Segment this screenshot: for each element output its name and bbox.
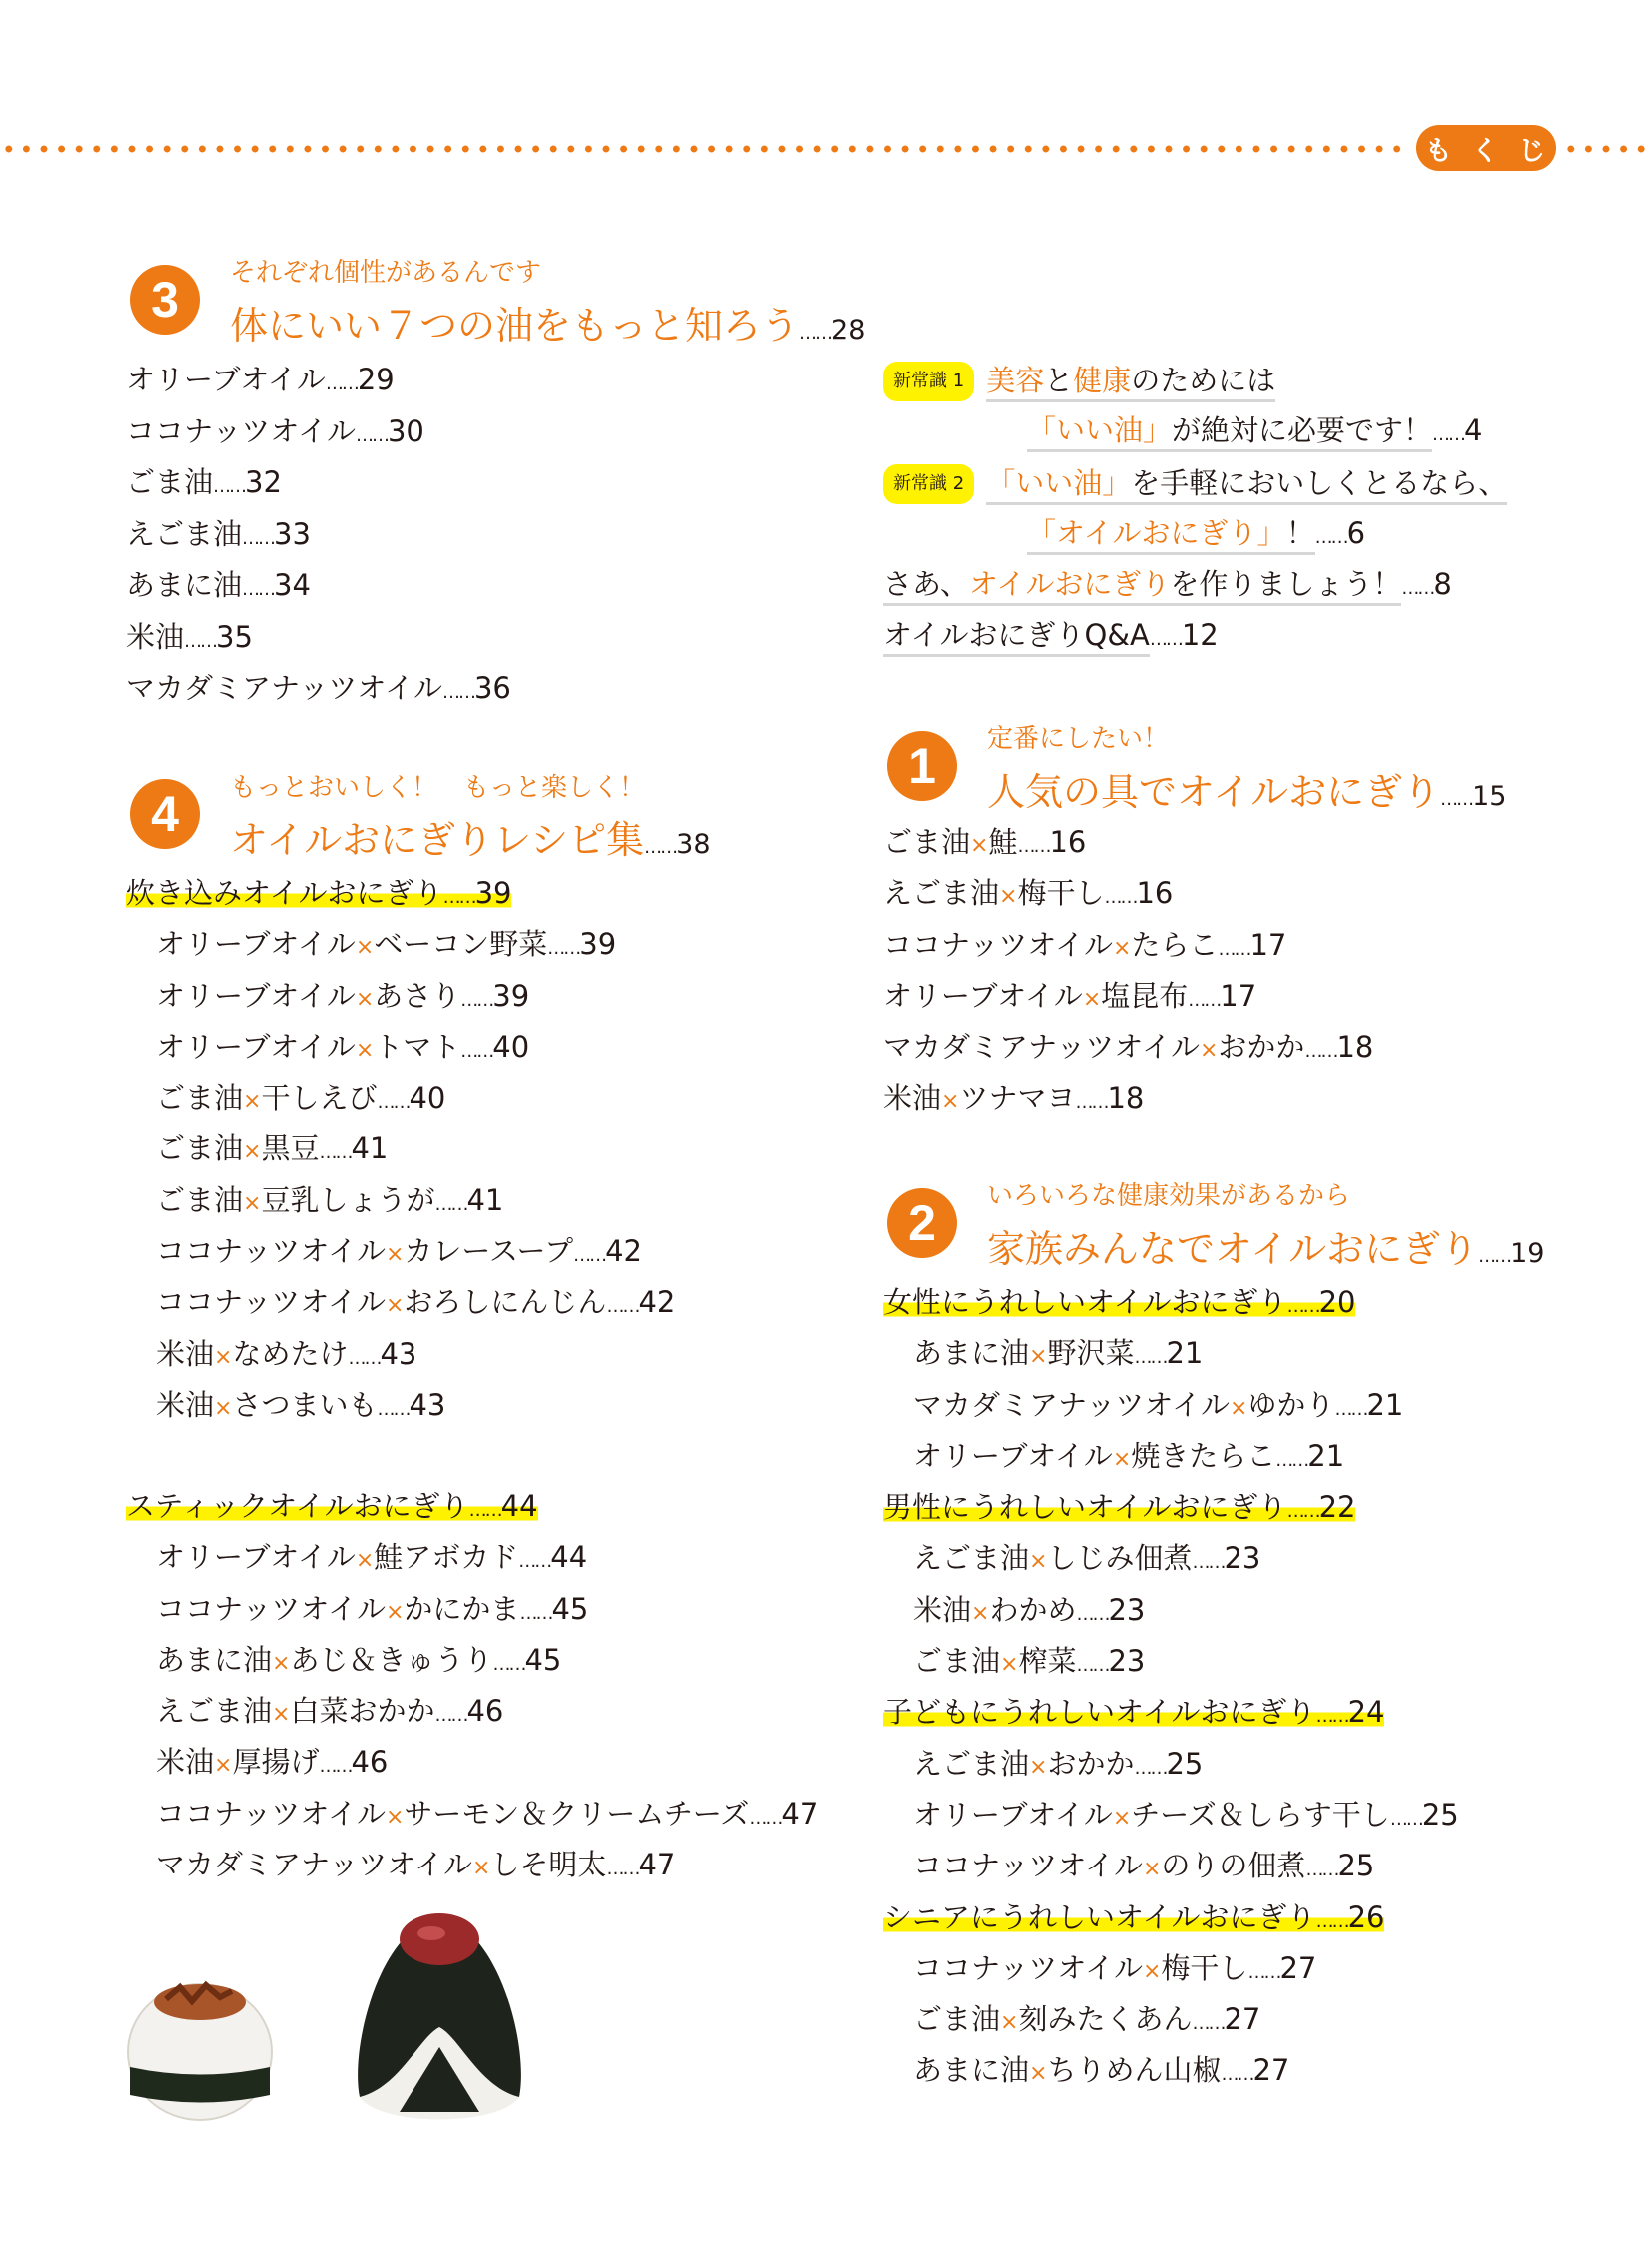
list-item[interactable]: ココナッツオイル×梅干し……27 xyxy=(913,1950,1317,1985)
onigiri-photo-large xyxy=(340,1897,539,2137)
tag-char: く xyxy=(1471,135,1501,167)
section-4-subtitle: もっとおいしく！ もっと楽しく！ xyxy=(230,773,646,803)
list-item[interactable]: 米油×なめたけ……43 xyxy=(156,1336,417,1371)
list-item[interactable]: えごま油……33 xyxy=(126,516,311,551)
list-item[interactable]: ごま油×豆乳しょうが……41 xyxy=(156,1182,504,1217)
section-1-subtitle: 定番にしたい！ xyxy=(987,724,1170,754)
list-item[interactable]: オリーブオイル×塩昆布……17 xyxy=(883,978,1257,1013)
intro-line-6[interactable]: オイルおにぎりQ&A……12 xyxy=(883,617,1507,668)
onigiri-photo-small xyxy=(120,1947,280,2127)
list-item[interactable]: ごま油……32 xyxy=(126,465,282,499)
list-item[interactable]: えごま油×梅干し……16 xyxy=(883,876,1174,911)
list-item[interactable]: ココナッツオイル×サーモン＆クリームチーズ……47 xyxy=(156,1796,819,1831)
group-heading[interactable]: 子どもにうれしいオイルおにぎり……24 xyxy=(883,1695,1385,1730)
list-item[interactable]: マカダミアナッツオイル×おかか……18 xyxy=(883,1030,1374,1065)
tag-char: じ xyxy=(1518,135,1548,167)
group-heading[interactable]: 男性にうれしいオイルおにぎり……22 xyxy=(883,1490,1356,1525)
list-item[interactable]: ごま油×榨菜……23 xyxy=(913,1644,1146,1679)
list-item[interactable]: マカダミアナッツオイル×ゆかり……21 xyxy=(913,1387,1404,1422)
group-heading[interactable]: 女性にうれしいオイルおにぎり……20 xyxy=(883,1285,1356,1319)
list-item[interactable]: えごま油×おかか……25 xyxy=(913,1746,1204,1781)
list-item[interactable]: オリーブオイル……29 xyxy=(126,363,395,396)
list-item[interactable]: オリーブオイル×焼きたらこ……21 xyxy=(913,1438,1345,1473)
section-3-subtitle: それぞれ個性があるんです xyxy=(230,258,542,288)
section-1-number: 1 xyxy=(887,731,957,801)
intro-line-5[interactable]: さあ、オイルおにぎりを作りましょう！……8 xyxy=(883,566,1507,617)
list-item[interactable]: あまに油×あじ＆きゅうり……45 xyxy=(156,1642,562,1677)
list-item[interactable]: 米油×わかめ……23 xyxy=(913,1592,1146,1627)
list-item[interactable]: マカダミアナッツオイル×しそ明太……47 xyxy=(156,1848,676,1882)
section-2-number: 2 xyxy=(887,1188,957,1258)
list-item[interactable]: ココナッツオイル×たらこ……17 xyxy=(883,927,1287,962)
section-1-title[interactable]: 人気の具でオイルおにぎり……15 xyxy=(987,770,1507,814)
list-item[interactable]: あまに油×野沢菜……21 xyxy=(913,1336,1204,1371)
section-3-list xyxy=(126,362,511,722)
section-3-number: 3 xyxy=(130,265,200,335)
intro-line-1[interactable]: 新常識 1 美容と健康のためには xyxy=(883,362,1507,412)
contents-tag xyxy=(1416,125,1556,171)
group-heading[interactable]: 炊き込みオイルおにぎり……39 xyxy=(126,876,512,910)
group-heading[interactable]: スティックオイルおにぎり……44 xyxy=(126,1489,538,1523)
list-item[interactable]: ココナッツオイル×のりの佃煮……25 xyxy=(913,1849,1375,1883)
group-heading[interactable]: シニアにうれしいオイルおにぎり……26 xyxy=(883,1899,1385,1934)
list-item[interactable]: ごま油×刻みたくあん……27 xyxy=(913,2002,1261,2037)
list-item[interactable]: 米油×厚揚げ……46 xyxy=(156,1745,389,1780)
list-item[interactable]: あまに油……34 xyxy=(126,568,311,602)
section-1-list xyxy=(883,824,1373,1131)
header-dotted-line-right xyxy=(1562,145,1652,153)
intro-block xyxy=(883,362,1507,669)
list-item[interactable]: オリーブオイル×あさり……39 xyxy=(156,978,530,1013)
section-2-list xyxy=(883,1284,1459,2104)
section-3-title[interactable]: 体にいい７つの油をもっと知ろう……28 xyxy=(230,304,866,348)
list-item[interactable]: えごま油×しじみ佃煮……23 xyxy=(913,1541,1261,1576)
list-item[interactable]: ココナッツオイル……30 xyxy=(126,413,424,448)
list-item[interactable]: 米油×さつまいも……43 xyxy=(156,1387,446,1422)
list-item[interactable]: えごま油×白菜おかか……46 xyxy=(156,1694,504,1729)
list-item[interactable]: ココナッツオイル×おろしにんじん……42 xyxy=(156,1285,676,1320)
tag-char: も xyxy=(1424,135,1454,167)
list-item[interactable]: ココナッツオイル×かにかま……45 xyxy=(156,1591,589,1626)
section-4-number: 4 xyxy=(130,779,200,849)
list-item[interactable]: ごま油×干しえび……40 xyxy=(156,1081,446,1116)
list-item[interactable]: オリーブオイル×チーズ＆しらす干し……25 xyxy=(913,1797,1459,1832)
list-item[interactable]: ココナッツオイル×カレースープ……42 xyxy=(156,1234,642,1269)
list-item[interactable]: オリーブオイル×ベーコン野菜……39 xyxy=(156,927,617,962)
new-rule-badge-2: 新常識 2 xyxy=(883,464,974,504)
section-4-group-1 xyxy=(126,875,675,1438)
list-item[interactable]: 米油……35 xyxy=(126,619,253,654)
intro-line-2[interactable]: 「いい油」が絶対に必要です！……4 xyxy=(883,412,1507,463)
section-2-subtitle: いろいろな健康効果があるから xyxy=(987,1181,1351,1211)
list-item[interactable]: あまに油×ちりめん山椒……27 xyxy=(913,2053,1290,2088)
list-item[interactable]: オリーブオイル×トマト……40 xyxy=(156,1029,530,1064)
section-4-group-2 xyxy=(126,1488,818,1897)
list-item[interactable]: 米油×ツナマヨ……18 xyxy=(883,1081,1145,1116)
list-item[interactable]: マカダミアナッツオイル……36 xyxy=(126,671,511,705)
section-2-title[interactable]: 家族みんなでオイルおにぎり……19 xyxy=(987,1227,1545,1271)
new-rule-badge-1: 新常識 1 xyxy=(883,362,974,401)
list-item[interactable]: オリーブオイル×鮭アボカド……44 xyxy=(156,1540,588,1575)
list-item[interactable]: ごま油×鮭……16 xyxy=(883,825,1087,859)
intro-line-3[interactable]: 新常識 2 「いい油」を手軽においしくとるなら、 xyxy=(883,464,1507,515)
section-4-title[interactable]: オイルおにぎりレシピ集……38 xyxy=(230,818,711,862)
header-dotted-line xyxy=(0,145,1406,153)
intro-line-4[interactable]: 「オイルおにぎり」！……6 xyxy=(883,515,1507,566)
list-item[interactable]: ごま油×黒豆……41 xyxy=(156,1131,389,1166)
